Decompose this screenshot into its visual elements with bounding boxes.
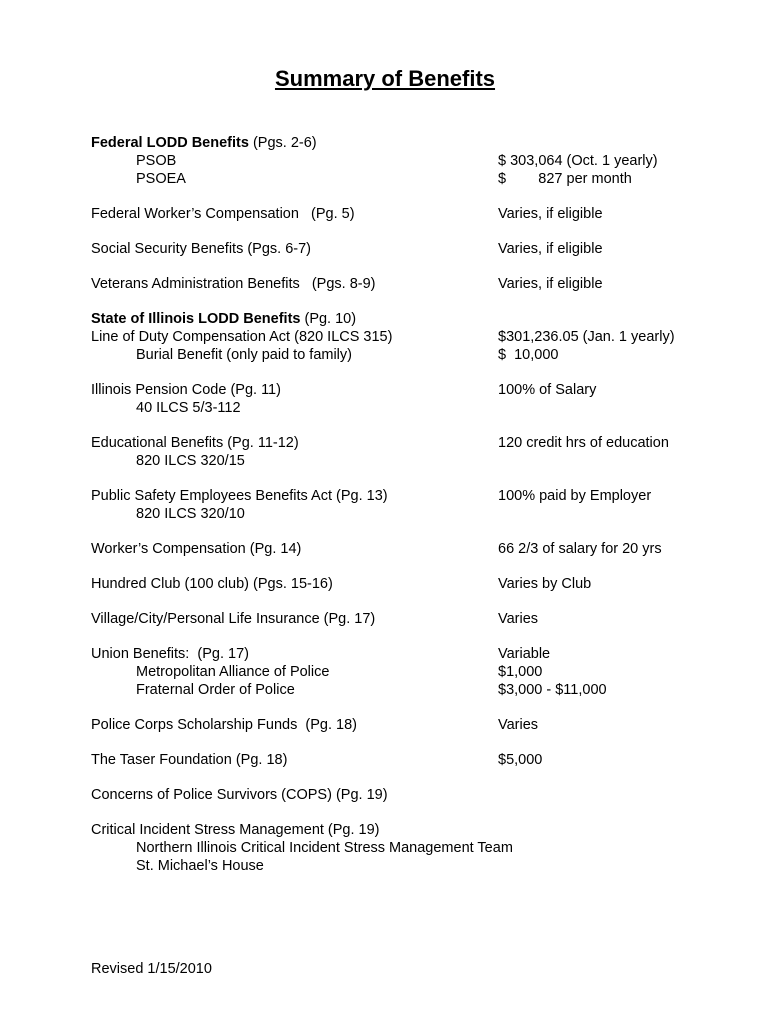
benefit-row [91, 575, 701, 593]
page-title: Summary of Benefits [274, 66, 496, 91]
benefit-label: 40 ILCS 5/3-112 [136, 400, 241, 416]
benefit-section [91, 434, 701, 470]
benefit-item [91, 821, 380, 839]
benefit-label: Federal Worker’s Compensation (Pg. 5) [91, 206, 355, 222]
benefit-label: Public Safety Employees Benefits Act (Pg. 13) [91, 488, 388, 504]
benefit-heading: Federal LODD Benefits [91, 135, 249, 151]
benefit-row [91, 452, 701, 470]
benefit-value: Varies, if eligible [498, 241, 603, 257]
benefit-section [91, 610, 701, 628]
benefit-label: The Taser Foundation (Pg. 18) [91, 752, 288, 768]
benefit-sub-item [136, 399, 241, 417]
benefit-label: Fraternal Order of Police [136, 682, 295, 698]
benefits-list [91, 134, 701, 892]
benefit-row [91, 681, 701, 699]
benefit-sub-item [136, 839, 513, 857]
benefit-section [91, 240, 701, 258]
benefit-section [91, 716, 701, 734]
benefit-section [91, 310, 701, 364]
benefit-section [91, 487, 701, 523]
benefit-section [91, 275, 701, 293]
benefit-section [91, 751, 701, 769]
benefit-label: Veterans Administration Benefits (Pgs. 8-9) [91, 276, 376, 292]
benefit-label: St. Michael’s House [136, 858, 264, 874]
benefit-sub-item [136, 346, 352, 364]
benefit-row [91, 328, 701, 346]
benefit-label: Line of Duty Compensation Act (820 ILCS 315) [91, 329, 393, 345]
benefit-row [91, 310, 701, 328]
benefit-value: Varies [498, 717, 539, 733]
benefit-item [91, 328, 392, 346]
benefit-label: Police Corps Scholarship Funds (Pg. 18) [91, 717, 357, 733]
benefit-sub-item [136, 452, 245, 470]
benefit-value: $301,236.05 (Jan. 1 yearly) [498, 329, 675, 345]
benefit-section [91, 381, 701, 417]
benefit-value: 66 2/3 of salary for 20 yrs [498, 541, 662, 557]
benefit-item [91, 134, 317, 152]
benefit-row [91, 540, 701, 558]
benefit-row [91, 487, 701, 505]
benefit-label: PSOEA [136, 171, 186, 187]
benefit-item [91, 310, 356, 328]
benefit-value: Varies [498, 611, 539, 627]
benefit-label: (Pg. 10) [300, 311, 357, 327]
benefit-section [91, 205, 701, 223]
benefit-value: 120 credit hrs of education [498, 435, 669, 451]
benefit-section [91, 645, 701, 699]
benefit-label: Metropolitan Alliance of Police [136, 664, 330, 680]
benefit-value: Varies, if eligible [498, 206, 603, 222]
benefit-value: 100% paid by Employer [498, 488, 652, 504]
benefit-label: Critical Incident Stress Management (Pg. 19) [91, 822, 380, 838]
benefit-section [91, 575, 701, 593]
benefit-section [91, 786, 701, 804]
benefit-row [91, 751, 701, 769]
benefit-item [91, 540, 301, 558]
benefit-value: $1,000 [498, 664, 543, 680]
benefit-row [91, 505, 701, 523]
benefit-row [91, 381, 701, 399]
benefit-item [91, 610, 375, 628]
benefit-label: Northern Illinois Critical Incident Stress Management Team [136, 840, 513, 856]
benefit-label: (Pgs. 2-6) [248, 135, 317, 151]
benefit-item [91, 645, 249, 663]
benefit-item [91, 240, 311, 258]
benefit-item [91, 275, 376, 293]
benefit-row [91, 205, 701, 223]
benefit-sub-item [136, 505, 245, 523]
benefit-item [91, 205, 355, 223]
benefit-section [91, 540, 701, 558]
benefit-item [91, 487, 388, 505]
benefit-section [91, 134, 701, 188]
benefit-item [91, 434, 299, 452]
benefit-value: $ 827 per month [498, 171, 632, 187]
benefit-item [91, 381, 281, 399]
benefit-item [91, 786, 388, 804]
benefit-row [91, 716, 701, 734]
benefit-label: PSOB [136, 153, 177, 169]
benefit-row [91, 821, 701, 839]
benefit-sub-item [136, 152, 176, 170]
benefit-sub-item [136, 857, 264, 875]
benefit-heading: State of Illinois LODD Benefits [91, 311, 301, 327]
benefit-label: 820 ILCS 320/15 [136, 453, 245, 469]
benefit-row [91, 857, 701, 875]
benefit-label: Burial Benefit (only paid to family) [136, 347, 352, 363]
benefit-sub-item [136, 170, 186, 188]
benefit-item [91, 716, 357, 734]
benefit-row [91, 786, 701, 804]
benefit-row [91, 170, 701, 188]
benefit-section [91, 821, 701, 875]
benefit-label: Union Benefits: (Pg. 17) [91, 646, 249, 662]
benefit-sub-item [136, 681, 295, 699]
benefit-row [91, 839, 701, 857]
benefit-value: 100% of Salary [498, 382, 597, 398]
benefit-label: 820 ILCS 320/10 [136, 506, 245, 522]
benefit-label: Worker’s Compensation (Pg. 14) [91, 541, 302, 557]
benefit-label: Village/City/Personal Life Insurance (Pg. 17) [91, 611, 376, 627]
benefit-value: Varies, if eligible [498, 276, 603, 292]
benefit-label: Hundred Club (100 club) (Pgs. 15-16) [91, 576, 333, 592]
benefit-value: $ 10,000 [498, 347, 559, 363]
benefit-row [91, 275, 701, 293]
benefit-row [91, 399, 701, 417]
benefit-row [91, 152, 701, 170]
benefit-row [91, 645, 701, 663]
benefit-row [91, 346, 701, 364]
benefit-row [91, 240, 701, 258]
benefit-value: $ 303,064 (Oct. 1 yearly) [498, 153, 658, 169]
benefit-row [91, 434, 701, 452]
benefit-sub-item [136, 663, 329, 681]
benefit-label: Social Security Benefits (Pgs. 6-7) [91, 241, 312, 257]
benefit-value: Varies by Club [498, 576, 592, 592]
benefit-row [91, 610, 701, 628]
benefit-label: Illinois Pension Code (Pg. 11) [91, 382, 281, 398]
benefit-row [91, 663, 701, 681]
benefit-value: $5,000 [498, 752, 543, 768]
benefit-item [91, 751, 287, 769]
revision-date: Revised 1/15/2010 [91, 961, 212, 977]
benefit-item [91, 575, 333, 593]
benefit-row [91, 134, 701, 152]
benefit-value: $3,000 - $11,000 [498, 682, 607, 698]
benefit-label: Educational Benefits (Pg. 11-12) [91, 435, 299, 451]
benefit-label: Concerns of Police Survivors (COPS) (Pg. 19) [91, 787, 388, 803]
benefit-value: Variable [498, 646, 551, 662]
